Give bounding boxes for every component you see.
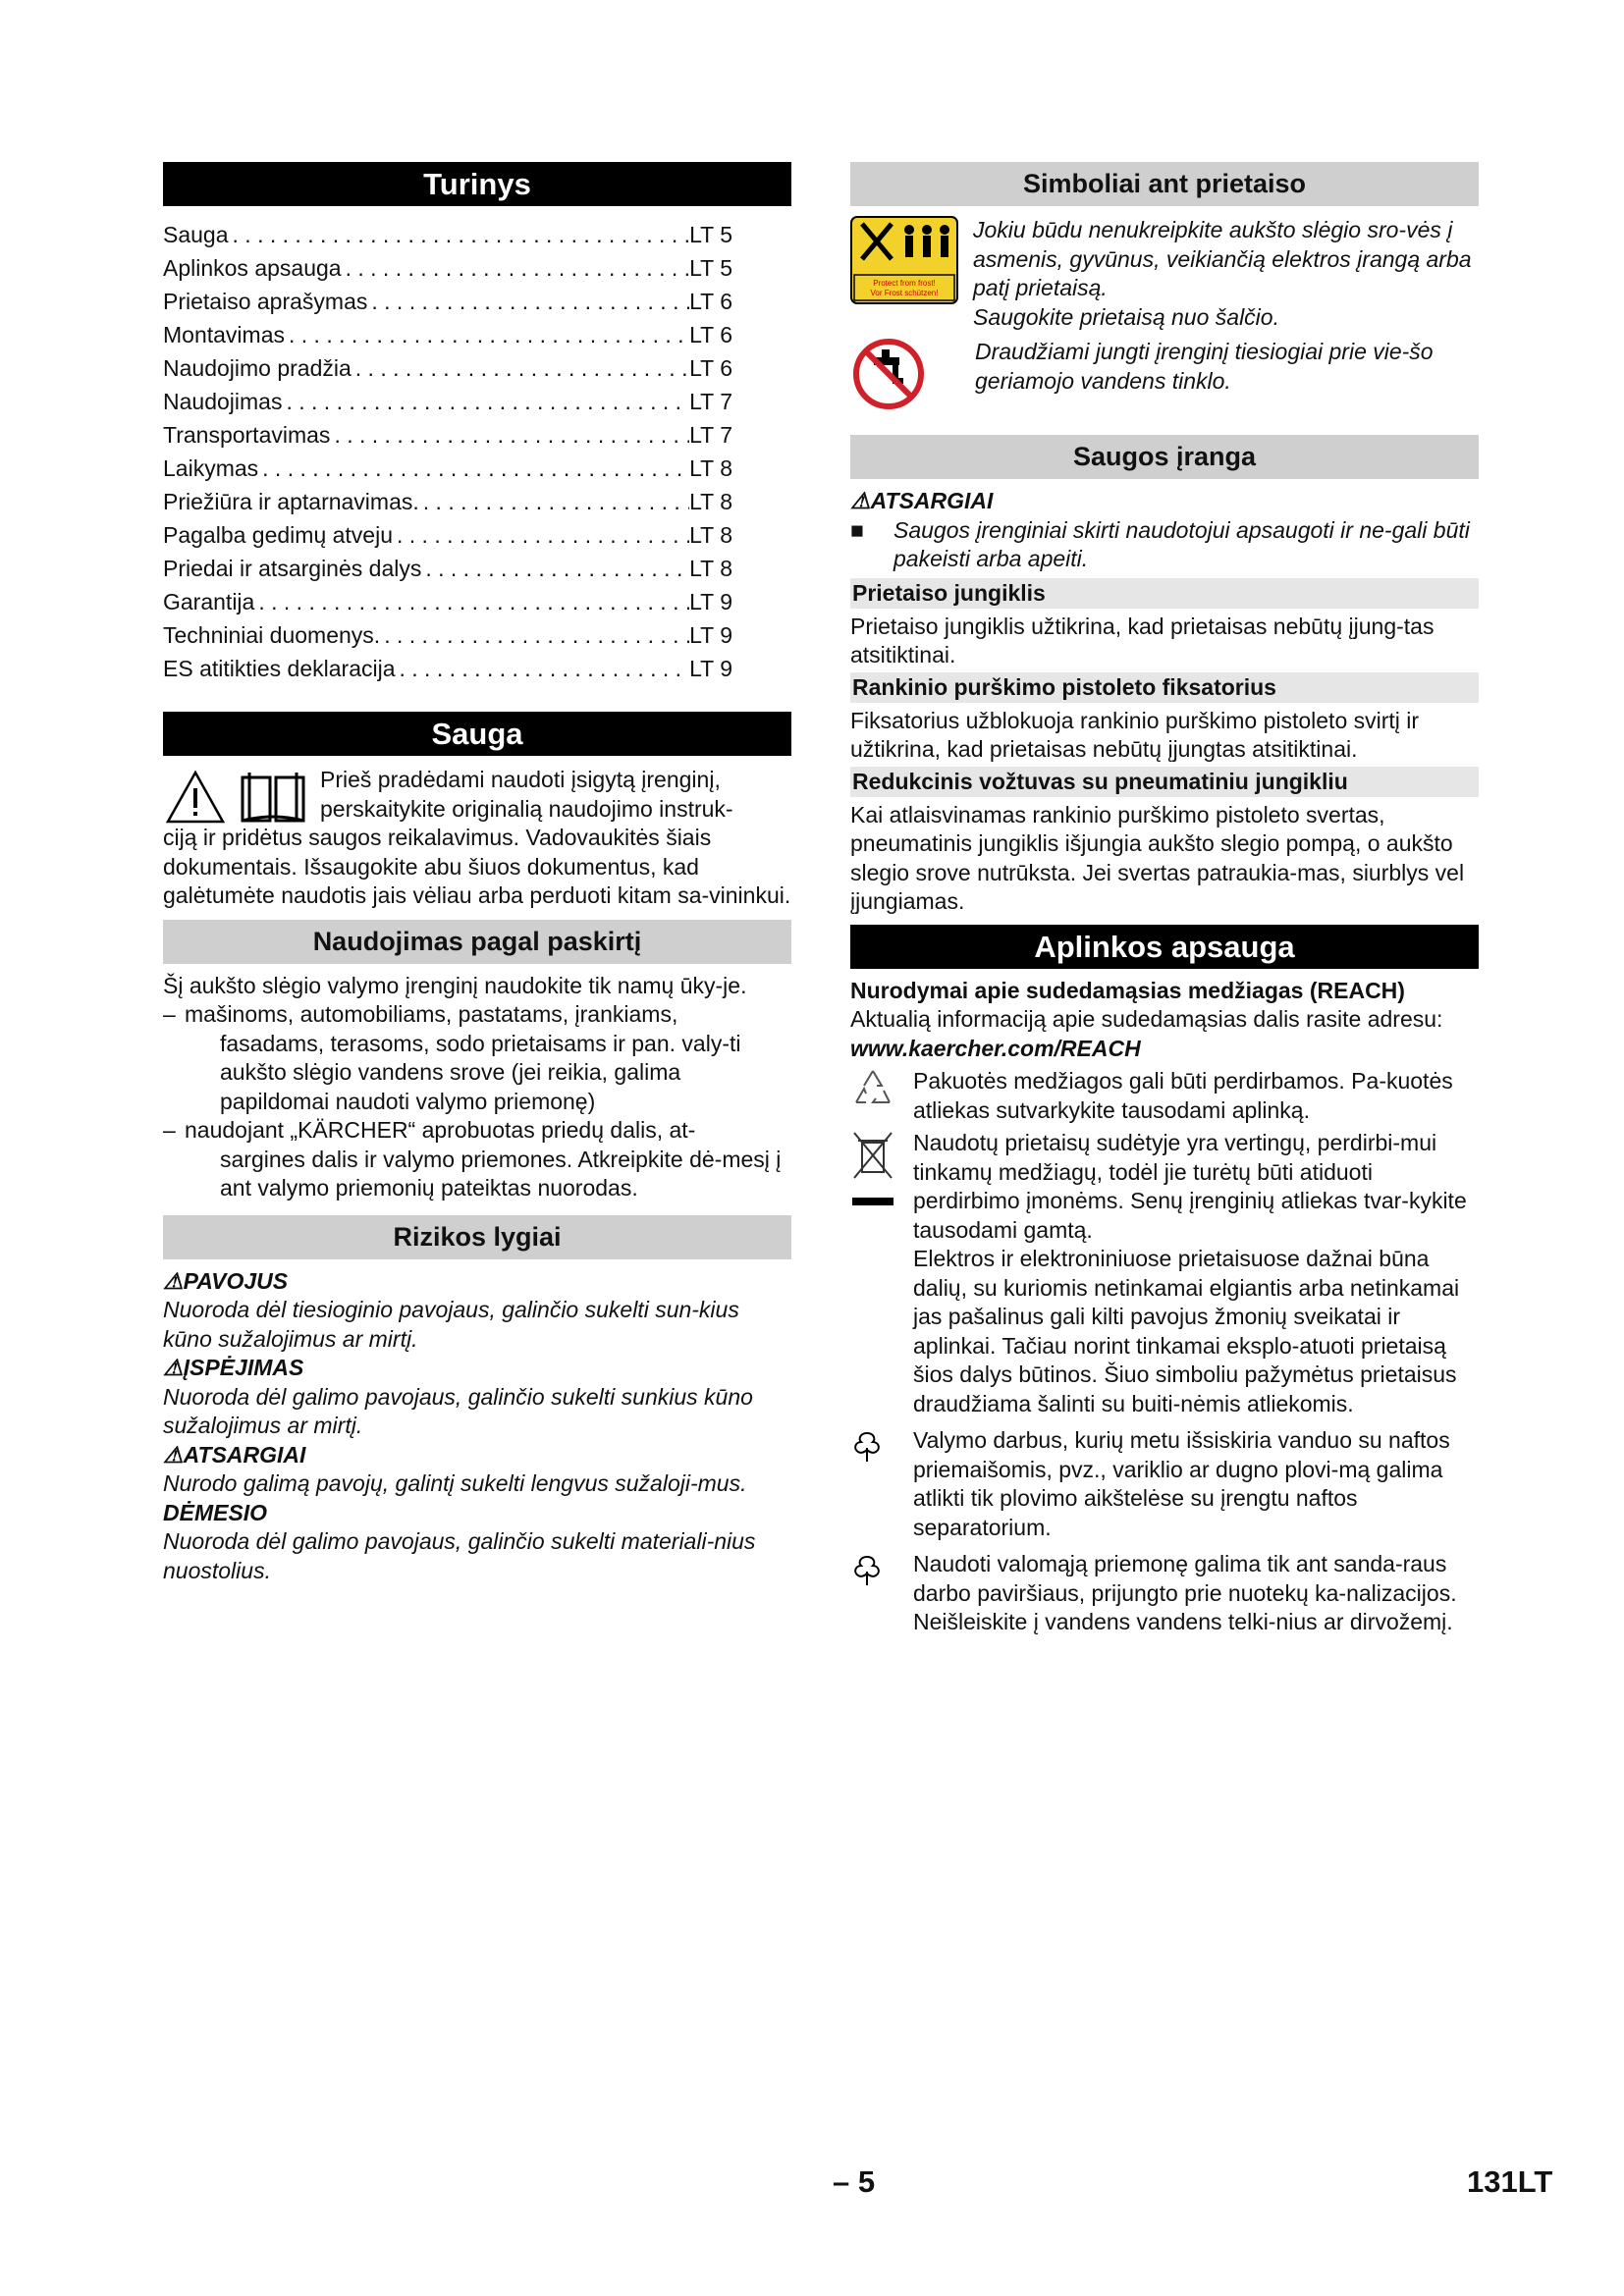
toc-entry-page: LT 8 <box>689 522 732 548</box>
warning-icon: ⚠ <box>163 1355 184 1380</box>
toc-entry-page: LT 6 <box>689 322 732 347</box>
symbol-2-box <box>850 338 975 415</box>
risk-levels <box>163 1267 791 1586</box>
subsection-text: Kai atlaisvinamas rankinio purškimo pistoleto svertas, pneumatinis jungiklis išjungia aukšto slegio pompą, o aukšto slegio srove nutrūksta. Jei svertas patraukia-mas, siurblys vel įjungiamas. <box>850 801 1465 914</box>
oil-row <box>850 1426 1479 1542</box>
toc-entry[interactable] <box>163 518 732 552</box>
risk-text-demesio: Nuoroda dėl galimo pavojaus, galinčio sukelti materiali-nius nuostolius. <box>163 1528 756 1583</box>
risk-label-ispejimas: ⚠ĮSPĖJIMAS <box>163 1355 304 1380</box>
warning-icon: ⚠ <box>850 488 871 513</box>
risk-text-ispejimas: Nuoroda dėl galimo pavojaus, galinčio sukelti sunkius kūno sužalojimus ar mirtį. <box>163 1383 753 1438</box>
square-bullet-icon: ■ <box>850 516 864 543</box>
list-item-first: naudojant „KÄRCHER“ aprobuotas priedų dalis, at- <box>185 1117 696 1143</box>
table-of-contents <box>163 218 791 685</box>
toc-entry[interactable] <box>163 418 732 452</box>
sauga-intro-line2: perskaitykite originalią naudojimo instruk- <box>320 795 733 822</box>
toc-entry-page: LT 8 <box>689 455 732 481</box>
toc-leader-dots <box>285 318 689 351</box>
toc-entry-label: Garantija <box>163 589 255 614</box>
toc-entry[interactable] <box>163 485 732 518</box>
toc-entry-page: LT 7 <box>689 389 732 414</box>
oil-box <box>850 1426 913 1468</box>
environment-note-icon <box>850 1554 884 1587</box>
sauga-intro <box>163 766 791 911</box>
caution-label: ⚠ATSARGIAI <box>850 488 994 513</box>
svg-text:Protect from frost!: Protect from frost! <box>873 279 936 288</box>
weee-row <box>850 1129 1479 1418</box>
section-title-naudojimas: Naudojimas pagal paskirtį <box>163 920 791 964</box>
weee-box <box>850 1129 913 1216</box>
subsection-title: Prietaiso jungiklis <box>850 578 1479 609</box>
toc-entry[interactable] <box>163 218 732 251</box>
symbol-row-1 <box>850 216 1479 332</box>
risk-text-pavojus: Nuoroda dėl tiesioginio pavojaus, galinčio sukelti sun-kius kūno sužalojimus ar mirtį. <box>163 1297 739 1352</box>
toc-leader-dots <box>380 618 689 652</box>
toc-leader-dots <box>352 351 689 385</box>
section-title-aplinkos: Aplinkos apsauga <box>850 925 1479 969</box>
list-item: – mašinoms, automobiliams, pastatams, įrankiams, fasadams, terasoms, sodo prietaisams ir pan. valy-ti aukšto slėgio vandens srove (jei reikia, galima papildomai naudoti valymo priemonę) <box>163 1000 791 1116</box>
document-code: 131LT <box>1467 2164 1553 2199</box>
toc-entry-page: LT 8 <box>689 556 732 581</box>
toc-leader-dots <box>419 485 689 518</box>
toc-entry-label: Aplinkos apsauga <box>163 255 342 281</box>
warning-icon: ⚠ <box>163 1267 184 1294</box>
sauga-intro-rest: ciją ir pridėtus saugos reikalavimus. Vadovaukitės šiais dokumentais. Išsaugokite abu šiuos dokumentus, kad galėtumėte naudotis jais vėliau arba perduoti kitam sa-vininkui. <box>163 825 791 908</box>
section-title-simboliai: Simboliai ant prietaiso <box>850 162 1479 206</box>
environment-note-icon <box>850 1430 884 1464</box>
toc-title: Turinys <box>163 162 791 206</box>
toc-leader-dots <box>421 552 689 585</box>
section-title-rizikos: Rizikos lygiai <box>163 1215 791 1259</box>
reach-text: Aktualią informaciją apie sudedamąsias dalis rasite adresu: <box>850 1006 1443 1032</box>
toc-leader-dots <box>282 385 689 418</box>
toc-leader-dots <box>258 452 689 485</box>
toc-entry-label: ES atitikties deklaracija <box>163 656 396 681</box>
reach-title: Nurodymai apie sudedamąsias medžiagas (REACH) <box>850 977 1405 1003</box>
no-drinking-water-connection-icon <box>852 338 925 410</box>
toc-entry[interactable] <box>163 285 732 318</box>
toc-entry[interactable] <box>163 552 732 585</box>
no-spray-frost-icon <box>850 216 958 304</box>
toc-leader-dots <box>330 418 689 452</box>
page-number: – 5 <box>833 2164 876 2199</box>
subsection-title: Rankinio purškimo pistoleto fiksatorius <box>850 672 1479 703</box>
risk-label-demesio: DĖMESIO <box>163 1499 268 1525</box>
toc-entry[interactable] <box>163 652 732 685</box>
drain-row <box>850 1550 1479 1637</box>
svg-text:Vor Frost schützen!: Vor Frost schützen! <box>870 289 939 297</box>
toc-entry-label: Transportavimas <box>163 422 331 448</box>
naudojimas-text: Šį aukšto slėgio valymo įrenginį naudokite tik namų ūky-je. <box>163 972 747 998</box>
toc-leader-dots <box>396 652 690 685</box>
list-item-first: mašinoms, automobiliams, pastatams, įrankiams, <box>185 1001 678 1027</box>
drain-text: Naudoti valomąją priemonę galima tik ant sanda-raus darbo paviršiaus, prijungto prie nuotekų ka-nalizacijos. Neišleiskite į vandens vandens telki-nius ar dirvožemį. <box>913 1551 1457 1634</box>
list-item-rest: fasadams, terasoms, sodo prietaisams ir pan. valy-ti aukšto slėgio vandens srove (jei reikia, galima papildomai naudoti valymo priemonę) <box>220 1030 741 1114</box>
toc-entry-label: Montavimas <box>163 322 285 347</box>
toc-entry[interactable] <box>163 585 732 618</box>
left-column <box>163 162 791 1585</box>
weee-text: Naudotų prietaisų sudėtyje yra vertingų, perdirbi-mui tinkamų medžiagų, todėl jie turėtų būti atiduoti perdirbimo įmonėms. Senų įrenginių atliekas tvar-kykite tausodami gamtą. Elektros ir elektroniniuose prietaisuose dažnai būna dalių, su kuriomis netinkamai elgiantis arba netinkamai jas pašalinus gali kilti pavojus žmonių sveikatai ir aplinkai. Tačiau norint tinkamai eksplo-atuoti prietaisą šios dalys būtinos. Šiuo simboliu pažymėtus prietaisus draudžiama šalinti su buiti-nėmis atliekomis. <box>913 1130 1467 1416</box>
recycle-row <box>850 1067 1479 1125</box>
recycle-box <box>850 1067 913 1117</box>
toc-leader-dots <box>229 218 690 251</box>
toc-entry-label: Priedai ir atsarginės dalys <box>163 556 422 581</box>
toc-entry[interactable] <box>163 318 732 351</box>
reach-url[interactable]: www.kaercher.com/REACH <box>850 1035 1141 1061</box>
toc-entry-label: Laikymas <box>163 455 259 481</box>
toc-entry-label: Sauga <box>163 222 229 247</box>
toc-leader-dots <box>367 285 689 318</box>
caution-item: ■ Saugos įrenginiai skirti naudotojui apsaugoti ir ne-gali būti pakeisti arba apeiti. <box>850 516 1479 574</box>
toc-entry-page: LT 6 <box>689 355 732 381</box>
subsection-text: Fiksatorius užblokuoja rankinio purškimo pistoleto svirtį ir užtikrina, kad prietaisas nebūtų įjungtas atsitiktinai. <box>850 707 1420 762</box>
toc-entry-page: LT 6 <box>689 289 732 314</box>
toc-entry-page: LT 5 <box>689 255 732 281</box>
symbol-row-2 <box>850 338 1479 415</box>
toc-entry-label: Prietaiso aprašymas <box>163 289 368 314</box>
toc-entry-page: LT 8 <box>689 489 732 514</box>
toc-entry-page: LT 9 <box>689 656 732 681</box>
toc-entry-page: LT 7 <box>689 422 732 448</box>
toc-entry-label: Techniniai duomenys. <box>163 622 381 648</box>
warning-icon: ⚠ <box>163 1441 184 1468</box>
oil-text: Valymo darbus, kurių metu išsiskiria vanduo su naftos priemaišomis, pvz., variklio ar dugno plovi-mą galima atlikti tik plovimo aikštelėse su įrengtu naftos separatorium. <box>913 1427 1450 1540</box>
crossed-bin-icon <box>850 1129 895 1211</box>
symbol-2-text: Draudžiami jungti įrenginį tiesiogiai prie vie-šo geriamojo vandens tinklo. <box>975 339 1434 394</box>
subsection-text: Prietaiso jungiklis užtikrina, kad prietaisas nebūtų įjung-tas atsitiktinai. <box>850 613 1435 667</box>
recycle-text: Pakuotės medžiagos gali būti perdirbamos. Pa-kuotės atliekas sutvarkykite tausodami aplinką. <box>913 1068 1453 1123</box>
naudojimas-list <box>163 1000 791 1203</box>
right-column <box>850 162 1479 1637</box>
subsection-title: Redukcinis vožtuvas su pneumatiniu jungikliu <box>850 767 1479 797</box>
toc-entry-label: Naudojimas <box>163 389 283 414</box>
toc-entry-page: LT 5 <box>689 222 732 247</box>
symbol-1-text: Jokiu būdu nenukreipkite aukšto slėgio sro-vės į asmenis, gyvūnus, veikiančią elektros įrangą arba patį prietaisą. Saugokite prietaisą nuo šalčio. <box>973 217 1472 330</box>
toc-leader-dots <box>342 251 690 285</box>
toc-leader-dots <box>254 585 689 618</box>
warning-triangle-icon <box>165 770 226 825</box>
toc-entry[interactable] <box>163 351 732 385</box>
toc-entry-label: Naudojimo pradžia <box>163 355 352 381</box>
recycle-icon <box>850 1067 895 1112</box>
toc-entry[interactable] <box>163 452 732 485</box>
toc-entry-page: LT 9 <box>689 589 732 614</box>
toc-entry[interactable] <box>163 618 732 652</box>
toc-leader-dots <box>393 518 689 552</box>
drain-box <box>850 1550 913 1592</box>
warning-manual-icons <box>165 770 306 825</box>
toc-entry-label: Pagalba gedimų atveju <box>163 522 393 548</box>
risk-label-atsargiai: ⚠ATSARGIAI <box>163 1441 306 1468</box>
toc-entry-label: Priežiūra ir aptarnavimas. <box>163 489 419 514</box>
sauga-intro-line1: Prieš pradėdami naudoti įsigytą įrenginį, <box>320 767 721 792</box>
toc-entry-page: LT 9 <box>689 622 732 648</box>
toc-entry[interactable] <box>163 385 732 418</box>
list-item-rest: sargines dalis ir valymo priemones. Atkreipkite dė-mesį į ant valymo priemonių pateiktas nuorodas. <box>220 1146 782 1201</box>
risk-text-atsargiai: Nurodo galimą pavojų, galintį sukelti lengvus sužaloji-mus. <box>163 1470 747 1496</box>
toc-entry[interactable] <box>163 251 732 285</box>
list-item: – naudojant „KÄRCHER“ aprobuotas priedų dalis, at- sargines dalis ir valymo priemones. Atkreipkite dė-mesį į ant valymo priemonių pateiktas nuorodas. <box>163 1116 791 1203</box>
risk-label-pavojus: ⚠PAVOJUS <box>163 1267 289 1294</box>
section-title-saugos-iranga: Saugos įranga <box>850 435 1479 479</box>
symbol-1-box <box>850 216 973 309</box>
manual-book-icon <box>240 770 306 825</box>
section-title-sauga: Sauga <box>163 712 791 756</box>
